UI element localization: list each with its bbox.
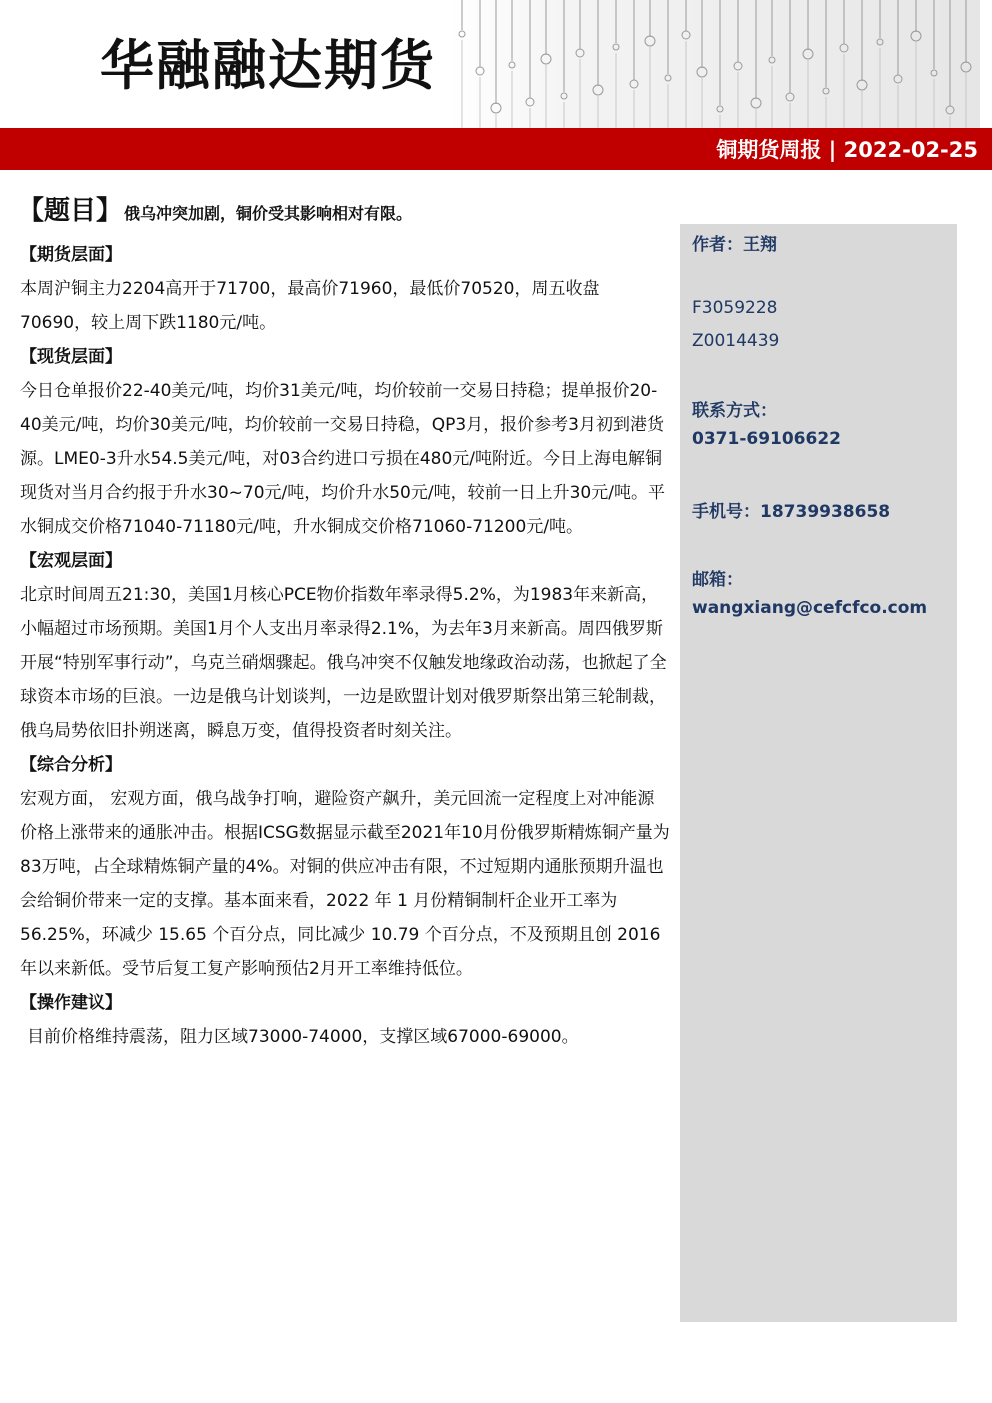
mobile-number: 手机号：18739938658 [692, 502, 891, 522]
contact-label: 联系方式： [692, 401, 777, 421]
section-analysis [20, 748, 670, 986]
section-paragraph: 本周沪铜主力2204高开于71700，最高价71960，最低价70520，周五收盘70690，较上周下跌1180元/吨。 [20, 279, 600, 333]
email-label: 邮箱： [692, 570, 743, 590]
report-body [20, 238, 670, 1054]
headline [18, 190, 412, 227]
section-paragraph: 宏观方面， 宏观方面，俄乌战争打响，避险资产飙升，美元回流一定程度上对冲能源价格上涨带来的通胀冲击。根据ICSG数据显示截至2021年10月份俄罗斯精炼铜产量为83万吨，占全球精炼铜产量的4%。对铜的供应冲击有限，不过短期内通胀预期升温也会给铜价带来一定的支撑。基本面来看，2022 年 1 月份精铜制杆企业开工率为 56.25%，环减少 15.65 个百分点，同比减少 10.79 个百分点，不及预期且创 2016 年以来新低。受节后复工复产影响预估2月开工率维持低位。 [20, 789, 670, 979]
section-heading: 【期货层面】 [20, 245, 122, 265]
section-advice [20, 986, 670, 1054]
section-paragraph: 今日仓单报价22-40美元/吨，均价31美元/吨，均价较前一交易日持稳；提单报价20-40美元/吨，均价30美元/吨，均价较前一交易日持稳，QP3月，报价参考3月初到港货源。LME0-3升水54.5美元/吨，对03合约进口亏损在480元/吨附近。今日上海电解铜现货对当月合约报于升水30~70元/吨，均价升水50元/吨，较前一日上升30元/吨。平水铜成交价格71040-71180元/吨，升水铜成交价格71060-71200元/吨。 [20, 381, 665, 537]
contact-phone: 0371-69106622 [692, 429, 841, 449]
company-logo-text: 华融融达期货 [100, 33, 436, 97]
section-heading: 【操作建议】 [20, 993, 122, 1013]
report-title: 铜期货周报 | 2022-02-25 [716, 138, 978, 162]
section-paragraph: 目前价格维持震荡，阻力区域73000-74000，支撑区域67000-69000。 [27, 1027, 579, 1047]
author-sidebar [680, 224, 957, 1322]
section-futures [20, 238, 670, 340]
license-number-1: F3059228 [692, 298, 778, 318]
author-name: 作者：王翔 [692, 235, 777, 255]
section-paragraph: 北京时间周五21:30，美国1月核心PCE物价指数年率录得5.2%，为1983年来新高，小幅超过市场预期。美国1月个人支出月率录得2.1%，为去年3月来新高。周四俄罗斯开展“特别军事行动”，乌克兰硝烟骤起。俄乌冲突不仅触发地缘政治动荡，也掀起了全球资本市场的巨浪。一边是俄乌计划谈判，一边是欧盟计划对俄罗斯祭出第三轮制裁，俄乌局势依旧扑朔迷离，瞬息万变，值得投资者时刻关注。 [20, 585, 667, 741]
headline-text: 俄乌冲突加剧，铜价受其影响相对有限。 [124, 204, 413, 223]
section-spot [20, 340, 670, 544]
license-number-2: Z0014439 [692, 331, 780, 351]
headline-tag: 【题目】 [18, 196, 123, 226]
email-address[interactable]: wangxiang@cefcfco.com [692, 598, 928, 618]
section-heading: 【宏观层面】 [20, 551, 122, 571]
section-heading: 【现货层面】 [20, 347, 122, 367]
section-heading: 【综合分析】 [20, 755, 122, 775]
decorative-lines-graphic [450, 0, 980, 128]
section-macro [20, 544, 670, 748]
